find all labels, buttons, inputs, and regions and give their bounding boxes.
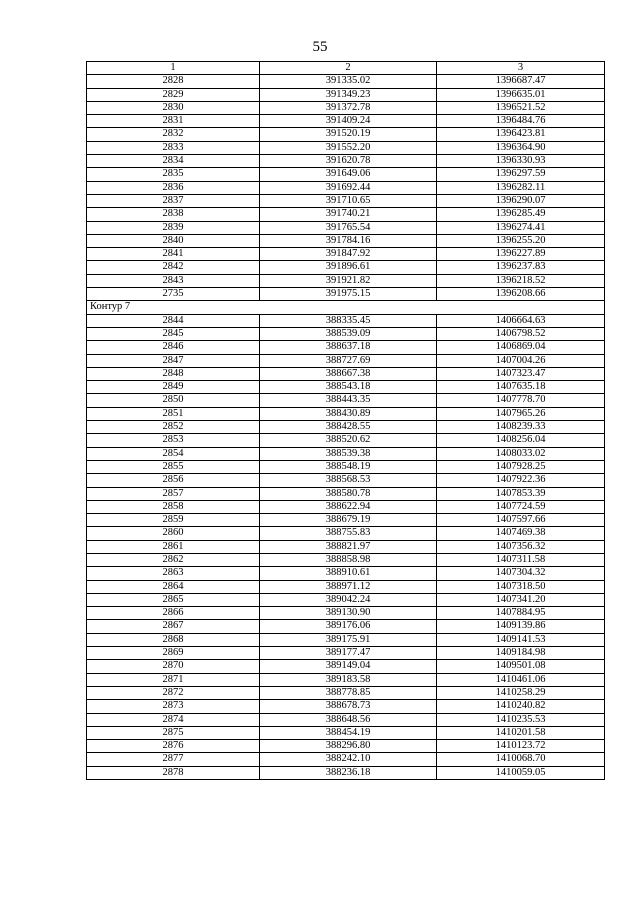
point-number-cell: 2862 (87, 553, 260, 566)
point-number-cell: 2837 (87, 194, 260, 207)
x-coordinate-cell: 389176.06 (260, 620, 437, 633)
point-number-cell: 2871 (87, 673, 260, 686)
table-row (87, 514, 605, 527)
table-row (87, 553, 605, 566)
column-header-1: 1 (87, 62, 260, 75)
x-coordinate-cell: 389183.58 (260, 673, 437, 686)
point-number-cell: 2875 (87, 726, 260, 739)
x-coordinate-cell: 388454.19 (260, 726, 437, 739)
x-coordinate-cell: 391784.16 (260, 234, 437, 247)
column-header-3: 3 (437, 62, 605, 75)
x-coordinate-cell: 388539.38 (260, 447, 437, 460)
y-coordinate-cell: 1409139.86 (437, 620, 605, 633)
x-coordinate-cell: 391620.78 (260, 155, 437, 168)
y-coordinate-cell: 1408256.04 (437, 434, 605, 447)
point-number-cell: 2855 (87, 460, 260, 473)
point-number-cell: 2833 (87, 141, 260, 154)
y-coordinate-cell: 1407724.59 (437, 500, 605, 513)
table-row (87, 700, 605, 713)
point-number-cell: 2845 (87, 327, 260, 340)
y-coordinate-cell: 1407311.58 (437, 553, 605, 566)
y-coordinate-cell: 1408033.02 (437, 447, 605, 460)
point-number-cell: 2842 (87, 261, 260, 274)
y-coordinate-cell: 1407356.32 (437, 540, 605, 553)
x-coordinate-cell: 388236.18 (260, 766, 437, 779)
table-row (87, 341, 605, 354)
table-row (87, 740, 605, 753)
y-coordinate-cell: 1410201.58 (437, 726, 605, 739)
x-coordinate-cell: 388296.80 (260, 740, 437, 753)
point-number-cell: 2854 (87, 447, 260, 460)
y-coordinate-cell: 1396274.41 (437, 221, 605, 234)
y-coordinate-cell: 1410258.29 (437, 686, 605, 699)
table-row (87, 181, 605, 194)
x-coordinate-cell: 388622.94 (260, 500, 437, 513)
coordinates-table (86, 61, 605, 780)
point-number-cell: 2848 (87, 367, 260, 380)
y-coordinate-cell: 1407304.32 (437, 567, 605, 580)
point-number-cell: 2868 (87, 633, 260, 646)
table-row (87, 421, 605, 434)
point-number-cell: 2830 (87, 101, 260, 114)
table-row (87, 248, 605, 261)
table-row (87, 593, 605, 606)
table-row (87, 527, 605, 540)
table-row (87, 580, 605, 593)
x-coordinate-cell: 388520.62 (260, 434, 437, 447)
point-number-cell: 2831 (87, 115, 260, 128)
point-number-cell: 2849 (87, 381, 260, 394)
table-row (87, 261, 605, 274)
table-row (87, 155, 605, 168)
y-coordinate-cell: 1406869.04 (437, 341, 605, 354)
table-row (87, 607, 605, 620)
point-number-cell: 2844 (87, 314, 260, 327)
x-coordinate-cell: 388679.19 (260, 514, 437, 527)
x-coordinate-cell: 391349.23 (260, 88, 437, 101)
point-number-cell: 2834 (87, 155, 260, 168)
x-coordinate-cell: 388428.55 (260, 421, 437, 434)
point-number-cell: 2864 (87, 580, 260, 593)
table-row (87, 540, 605, 553)
point-number-cell: 2859 (87, 514, 260, 527)
section-title: Контур 7 (87, 301, 605, 314)
y-coordinate-cell: 1407884.95 (437, 607, 605, 620)
table-row (87, 128, 605, 141)
point-number-cell: 2832 (87, 128, 260, 141)
point-number-cell: 2829 (87, 88, 260, 101)
y-coordinate-cell: 1407341.20 (437, 593, 605, 606)
table-row (87, 381, 605, 394)
table-row (87, 460, 605, 473)
y-coordinate-cell: 1396635.01 (437, 88, 605, 101)
x-coordinate-cell: 391765.54 (260, 221, 437, 234)
y-coordinate-cell: 1396237.83 (437, 261, 605, 274)
point-number-cell: 2877 (87, 753, 260, 766)
point-number-cell: 2843 (87, 274, 260, 287)
x-coordinate-cell: 391335.02 (260, 75, 437, 88)
x-coordinate-cell: 388443.35 (260, 394, 437, 407)
table-row (87, 434, 605, 447)
y-coordinate-cell: 1410068.70 (437, 753, 605, 766)
x-coordinate-cell: 391649.06 (260, 168, 437, 181)
table-row (87, 101, 605, 114)
table-row (87, 766, 605, 779)
y-coordinate-cell: 1409184.98 (437, 647, 605, 660)
x-coordinate-cell: 391975.15 (260, 288, 437, 301)
x-coordinate-cell: 389130.90 (260, 607, 437, 620)
table-row (87, 633, 605, 646)
point-number-cell: 2735 (87, 288, 260, 301)
table-row (87, 221, 605, 234)
y-coordinate-cell: 1407928.25 (437, 460, 605, 473)
y-coordinate-cell: 1396297.59 (437, 168, 605, 181)
x-coordinate-cell: 389175.91 (260, 633, 437, 646)
y-coordinate-cell: 1396218.52 (437, 274, 605, 287)
table-row (87, 474, 605, 487)
table-row (87, 660, 605, 673)
y-coordinate-cell: 1396227.89 (437, 248, 605, 261)
y-coordinate-cell: 1407778.70 (437, 394, 605, 407)
point-number-cell: 2839 (87, 221, 260, 234)
table-row (87, 194, 605, 207)
y-coordinate-cell: 1407853.39 (437, 487, 605, 500)
x-coordinate-cell: 388678.73 (260, 700, 437, 713)
table-row (87, 354, 605, 367)
x-coordinate-cell: 391896.61 (260, 261, 437, 274)
point-number-cell: 2838 (87, 208, 260, 221)
y-coordinate-cell: 1396285.49 (437, 208, 605, 221)
x-coordinate-cell: 389042.24 (260, 593, 437, 606)
x-coordinate-cell: 391921.82 (260, 274, 437, 287)
y-coordinate-cell: 1396208.66 (437, 288, 605, 301)
point-number-cell: 2858 (87, 500, 260, 513)
table-row (87, 753, 605, 766)
section-row (87, 301, 605, 314)
y-coordinate-cell: 1396423.81 (437, 128, 605, 141)
table-row (87, 168, 605, 181)
table-row (87, 394, 605, 407)
page-number: 55 (312, 39, 328, 55)
y-coordinate-cell: 1396255.20 (437, 234, 605, 247)
point-number-cell: 2874 (87, 713, 260, 726)
table-row (87, 620, 605, 633)
x-coordinate-cell: 388778.85 (260, 686, 437, 699)
x-coordinate-cell: 391372.78 (260, 101, 437, 114)
point-number-cell: 2835 (87, 168, 260, 181)
point-number-cell: 2867 (87, 620, 260, 633)
y-coordinate-cell: 1396521.52 (437, 101, 605, 114)
y-coordinate-cell: 1409501.08 (437, 660, 605, 673)
table-row (87, 726, 605, 739)
table-row (87, 567, 605, 580)
point-number-cell: 2860 (87, 527, 260, 540)
table-row (87, 88, 605, 101)
x-coordinate-cell: 391409.24 (260, 115, 437, 128)
point-number-cell: 2840 (87, 234, 260, 247)
y-coordinate-cell: 1410123.72 (437, 740, 605, 753)
x-coordinate-cell: 391847.92 (260, 248, 437, 261)
point-number-cell: 2841 (87, 248, 260, 261)
x-coordinate-cell: 388335.45 (260, 314, 437, 327)
x-coordinate-cell: 391552.20 (260, 141, 437, 154)
point-number-cell: 2836 (87, 181, 260, 194)
x-coordinate-cell: 388648.56 (260, 713, 437, 726)
y-coordinate-cell: 1396484.76 (437, 115, 605, 128)
y-coordinate-cell: 1407635.18 (437, 381, 605, 394)
table-row (87, 407, 605, 420)
x-coordinate-cell: 388548.19 (260, 460, 437, 473)
point-number-cell: 2828 (87, 75, 260, 88)
x-coordinate-cell: 388539.09 (260, 327, 437, 340)
x-coordinate-cell: 391710.65 (260, 194, 437, 207)
table-row (87, 673, 605, 686)
table-row (87, 75, 605, 88)
x-coordinate-cell: 388637.18 (260, 341, 437, 354)
point-number-cell: 2866 (87, 607, 260, 620)
x-coordinate-cell: 391740.21 (260, 208, 437, 221)
point-number-cell: 2878 (87, 766, 260, 779)
y-coordinate-cell: 1410059.05 (437, 766, 605, 779)
y-coordinate-cell: 1407004.26 (437, 354, 605, 367)
table-row (87, 487, 605, 500)
point-number-cell: 2853 (87, 434, 260, 447)
y-coordinate-cell: 1410461.06 (437, 673, 605, 686)
table-row (87, 500, 605, 513)
x-coordinate-cell: 388727.69 (260, 354, 437, 367)
x-coordinate-cell: 389177.47 (260, 647, 437, 660)
y-coordinate-cell: 1396290.07 (437, 194, 605, 207)
point-number-cell: 2872 (87, 686, 260, 699)
table-row (87, 327, 605, 340)
coordinates-table-body (87, 62, 605, 780)
point-number-cell: 2846 (87, 341, 260, 354)
x-coordinate-cell: 389149.04 (260, 660, 437, 673)
y-coordinate-cell: 1407318.50 (437, 580, 605, 593)
point-number-cell: 2857 (87, 487, 260, 500)
x-coordinate-cell: 388667.38 (260, 367, 437, 380)
y-coordinate-cell: 1407323.47 (437, 367, 605, 380)
point-number-cell: 2873 (87, 700, 260, 713)
point-number-cell: 2876 (87, 740, 260, 753)
table-row (87, 288, 605, 301)
point-number-cell: 2861 (87, 540, 260, 553)
table-row (87, 141, 605, 154)
table-row (87, 713, 605, 726)
table-row (87, 686, 605, 699)
x-coordinate-cell: 388910.61 (260, 567, 437, 580)
x-coordinate-cell: 388971.12 (260, 580, 437, 593)
table-row (87, 647, 605, 660)
y-coordinate-cell: 1407597.66 (437, 514, 605, 527)
y-coordinate-cell: 1407965.26 (437, 407, 605, 420)
point-number-cell: 2865 (87, 593, 260, 606)
x-coordinate-cell: 388821.97 (260, 540, 437, 553)
x-coordinate-cell: 388858.98 (260, 553, 437, 566)
point-number-cell: 2869 (87, 647, 260, 660)
point-number-cell: 2863 (87, 567, 260, 580)
table-row (87, 115, 605, 128)
table-row (87, 234, 605, 247)
y-coordinate-cell: 1409141.53 (437, 633, 605, 646)
y-coordinate-cell: 1396330.93 (437, 155, 605, 168)
x-coordinate-cell: 388242.10 (260, 753, 437, 766)
point-number-cell: 2856 (87, 474, 260, 487)
y-coordinate-cell: 1396282.11 (437, 181, 605, 194)
y-coordinate-cell: 1407922.36 (437, 474, 605, 487)
table-row (87, 274, 605, 287)
point-number-cell: 2870 (87, 660, 260, 673)
point-number-cell: 2850 (87, 394, 260, 407)
x-coordinate-cell: 388568.53 (260, 474, 437, 487)
y-coordinate-cell: 1406798.52 (437, 327, 605, 340)
table-header-row (87, 62, 605, 75)
x-coordinate-cell: 388755.83 (260, 527, 437, 540)
x-coordinate-cell: 388580.78 (260, 487, 437, 500)
y-coordinate-cell: 1407469.38 (437, 527, 605, 540)
y-coordinate-cell: 1406664.63 (437, 314, 605, 327)
y-coordinate-cell: 1410235.53 (437, 713, 605, 726)
y-coordinate-cell: 1396364.90 (437, 141, 605, 154)
x-coordinate-cell: 391520.19 (260, 128, 437, 141)
table-row (87, 208, 605, 221)
y-coordinate-cell: 1410240.82 (437, 700, 605, 713)
table-row (87, 367, 605, 380)
x-coordinate-cell: 388430.89 (260, 407, 437, 420)
y-coordinate-cell: 1408239.33 (437, 421, 605, 434)
point-number-cell: 2852 (87, 421, 260, 434)
column-header-2: 2 (260, 62, 437, 75)
y-coordinate-cell: 1396687.47 (437, 75, 605, 88)
point-number-cell: 2847 (87, 354, 260, 367)
x-coordinate-cell: 391692.44 (260, 181, 437, 194)
point-number-cell: 2851 (87, 407, 260, 420)
x-coordinate-cell: 388543.18 (260, 381, 437, 394)
table-row (87, 447, 605, 460)
table-row (87, 314, 605, 327)
